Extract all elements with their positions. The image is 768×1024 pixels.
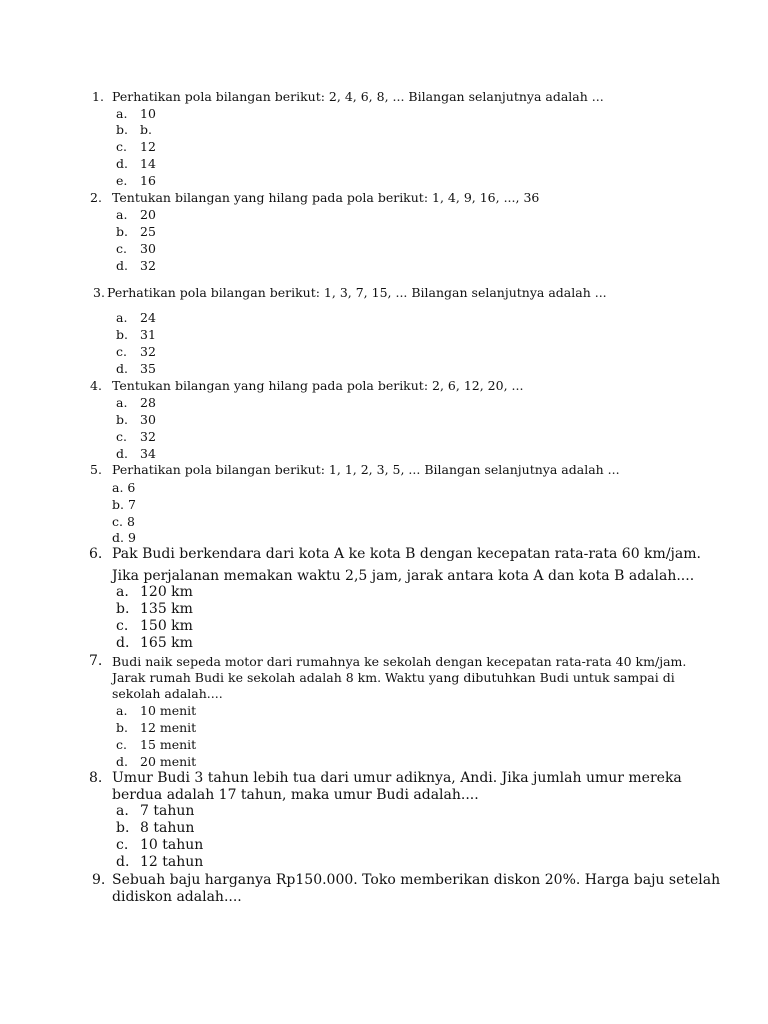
question-text: Perhatikan pola bilangan berikut: 1, 3, 7, 15, ... Bilangan selanjutnya adalah ...: [107, 285, 607, 300]
question-1: [92, 89, 604, 104]
question-6-line-1: Pak Budi berkendara dari kota A ke kota B dengan kecepatan rata-rata 60 km/jam.: [112, 546, 701, 562]
question-2: [90, 190, 540, 205]
option-5c: c. 8: [112, 514, 135, 529]
question-8-line-1: Umur Budi 3 tahun lebih tua dari umur adiknya, Andi. Jika jumlah umur mereka: [112, 770, 682, 786]
question-text: Perhatikan pola bilangan berikut: 1, 1, 2, 3, 5, ... Bilangan selanjutnya adalah ...: [112, 462, 620, 477]
question-6-line-2: Jika perjalanan memakan waktu 2,5 jam, jarak antara kota A dan kota B adalah....: [112, 568, 695, 584]
question-8-number: 8.: [89, 770, 103, 786]
option-5b: b. 7: [112, 497, 136, 512]
question-text: Perhatikan pola bilangan berikut: 2, 4, 6, 8, ... Bilangan selanjutnya adalah ...: [112, 89, 604, 104]
question-number: 4.: [90, 378, 102, 393]
option-5d: d. 9: [112, 530, 136, 545]
question-6-number: 6.: [89, 546, 103, 562]
question-3: [93, 285, 607, 300]
question-7-line-3: sekolah adalah....: [112, 686, 223, 701]
question-text: Tentukan bilangan yang hilang pada pola berikut: 2, 6, 12, 20, ...: [112, 378, 524, 393]
question-4: [90, 378, 524, 393]
question-9-number: 9.: [92, 872, 106, 888]
question-9-line-2: didiskon adalah....: [112, 889, 242, 905]
question-9-line-1: Sebuah baju harganya Rp150.000. Toko memberikan diskon 20%. Harga baju setelah: [112, 872, 721, 888]
question-number: 1.: [92, 89, 104, 104]
question-number: 2.: [90, 190, 102, 205]
option-5a: a. 6: [112, 480, 136, 495]
question-7-line-2: Jarak rumah Budi ke sekolah adalah 8 km. Waktu yang dibutuhkan Budi untuk sampai di: [112, 670, 675, 685]
question-number: 3.: [93, 285, 105, 300]
question-8-line-2: berdua adalah 17 tahun, maka umur Budi adalah....: [112, 787, 479, 803]
question-7-line-1: Budi naik sepeda motor dari rumahnya ke sekolah dengan kecepatan rata-rata 40 km/jam.: [112, 654, 687, 669]
question-text: Tentukan bilangan yang hilang pada pola berikut: 1, 4, 9, 16, ..., 36: [112, 190, 540, 205]
document-page: 1. Perhatikan pola bilangan berikut: 2, 4, 6, 8, ... Bilangan selanjutnya adalah ... a. 10 b. b. c. 12 d. 14 e. 16 2. Tentukan bilangan yang hilang pada pola berikut: 1, 4, 9, 16, ..., 36 a. 20 b. 25 c. 30 d. 32 3. Perhatikan pola bilangan berikut: 1, 3, 7, 15, ... Bilangan selanjutnya adalah ... a. 24 b. 31 c. 32 d. 35 4. Tentukan bilangan yang hilang pada pola berikut: 2, 6, 12, 20, ... a. 28 b. 30 c. 32 d. 34 5. Perhatikan pola bilangan berikut: 1, 1, 2, 3, 5, ... Bilangan selanjutnya adalah ... a. 6 b. 7 c. 8 d. 9 6. Pak Budi berkendara dari kota A ke kota B dengan kecepatan rata-rata 60 km/jam. Jika perjalanan memakan waktu 2,5 jam, jarak antara kota A dan kota B adalah.... a. 120 km b. 135 km c. 150 km d. 165 km 7. Budi naik sepeda motor dari rumahnya ke sekolah dengan kecepatan rata-rata 40 km/jam. Jarak rumah Budi ke sekolah adalah 8 km. Waktu yang dibutuhkan Budi untuk sampai di sekolah adalah.... a. 10 menit b. 12 menit c. 15 menit d. 20 menit 8. Umur Budi 3 tahun lebih tua dari umur adiknya, Andi. Jika jumlah umur mereka berdua adalah 17 tahun, maka umur Budi adalah.... a. 7 tahun b. 8 tahun c. 10 tahun d. 12 tahun 9. Sebuah baju harganya Rp150.000. Toko memberikan diskon 20%. Harga baju setelah didiskon adalah....: [89, 89, 721, 905]
question-7-number: 7.: [89, 653, 103, 669]
question-number: 5.: [90, 462, 102, 477]
question-5: [90, 462, 620, 477]
